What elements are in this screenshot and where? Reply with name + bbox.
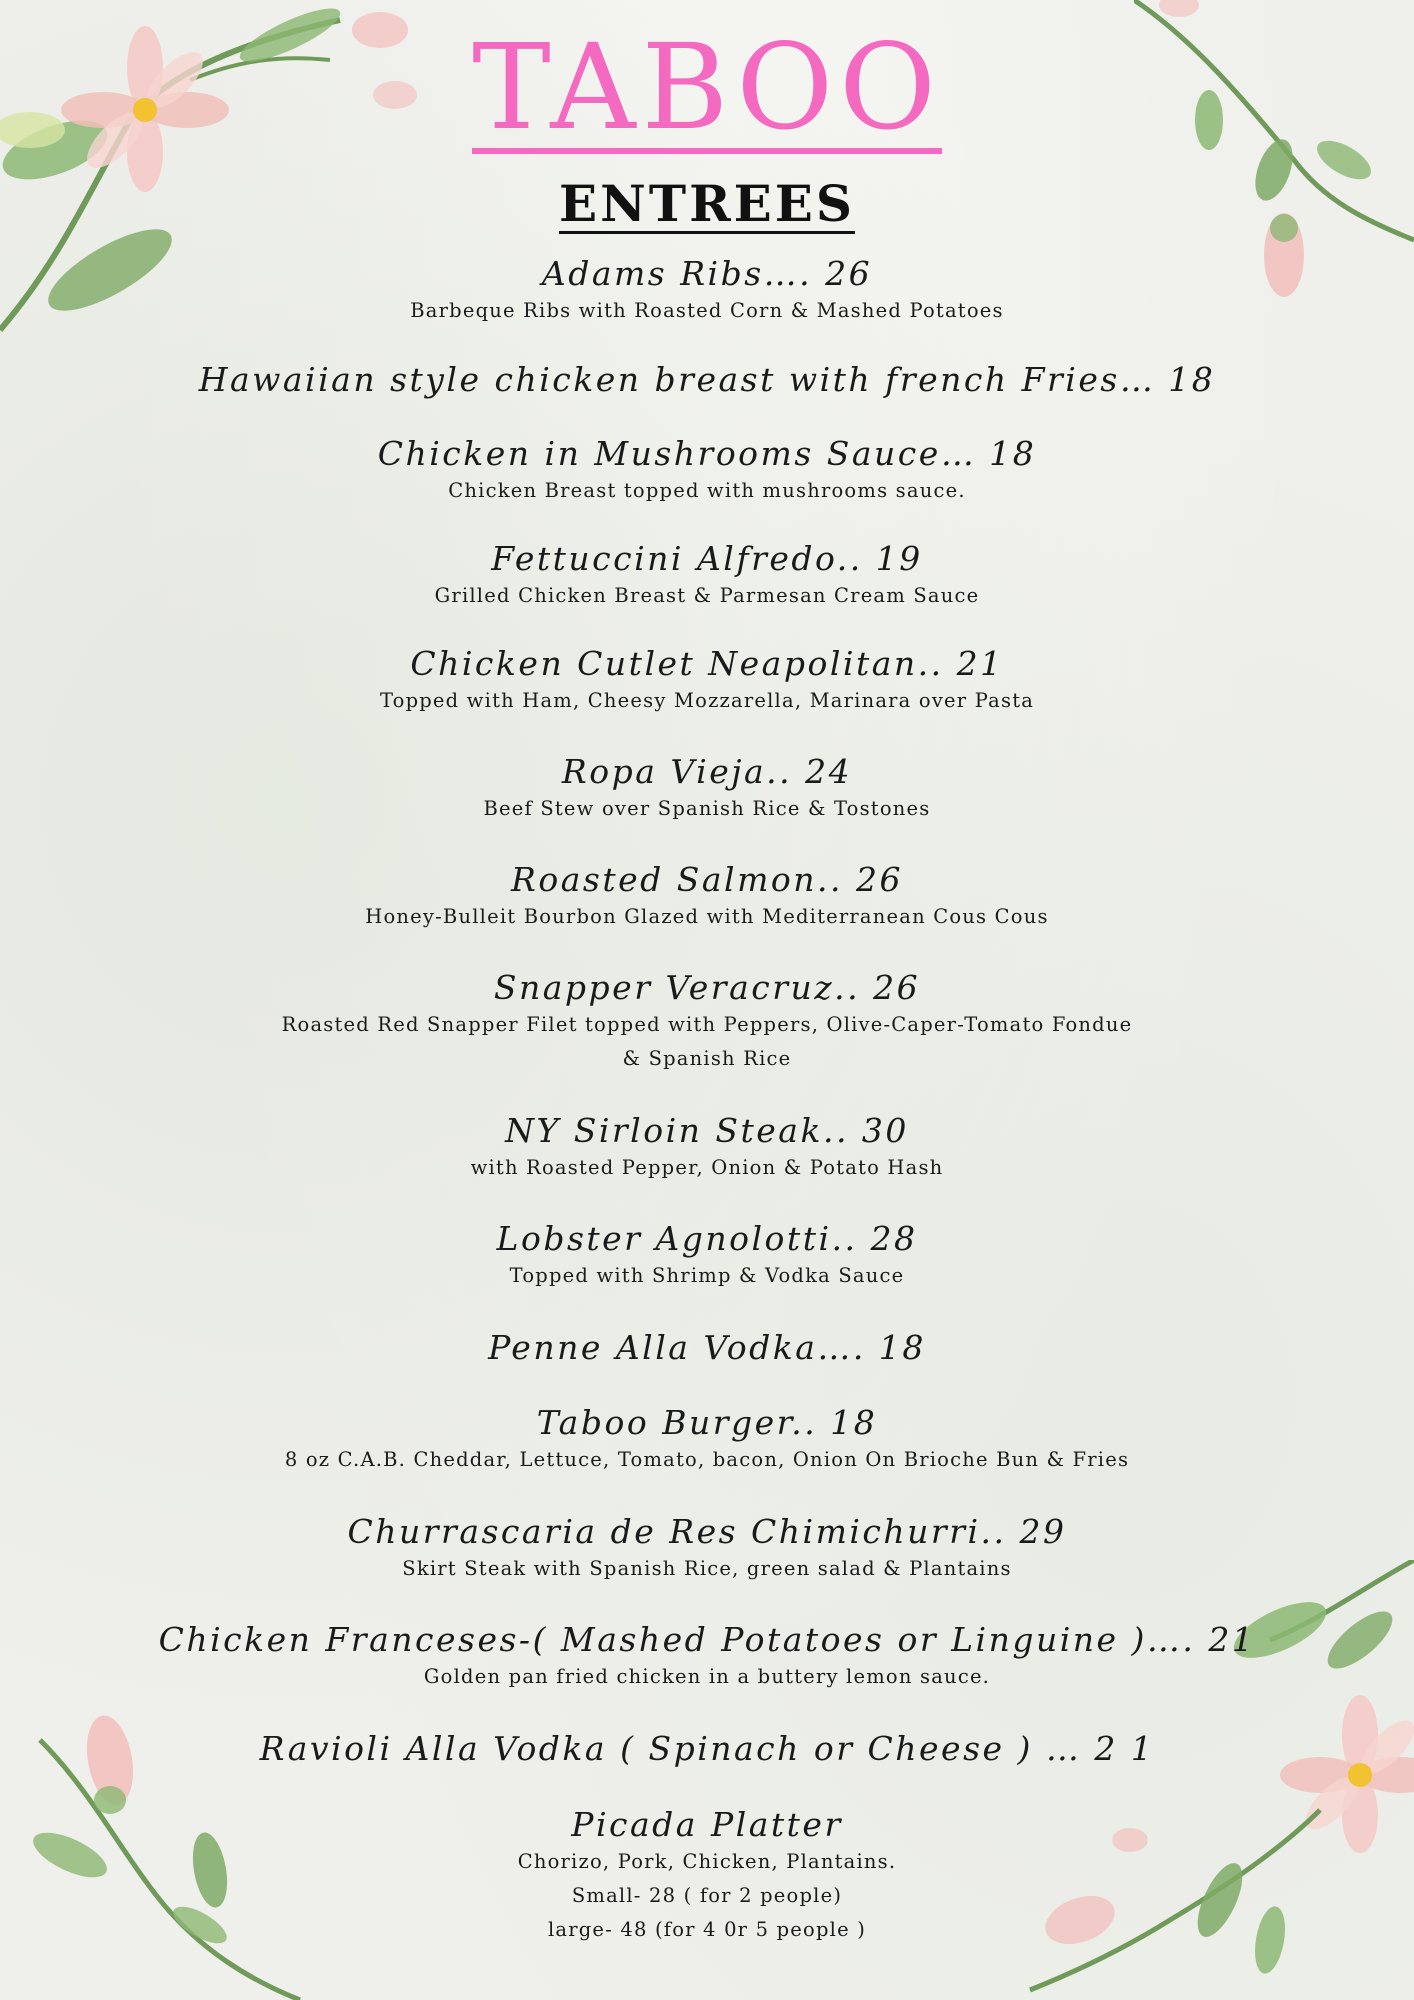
item-description: & Spanish Rice	[622, 1047, 792, 1070]
item-name: Roasted Salmon.. 26	[511, 860, 903, 899]
menu-item	[0, 752, 1414, 826]
item-description: Chicken Breast topped with mushrooms sauce.	[448, 479, 966, 502]
item-name: Taboo Burger.. 18	[536, 1403, 878, 1442]
item-description: Chorizo, Pork, Chicken, Plantains.	[517, 1850, 897, 1873]
item-name: NY Sirloin Steak.. 30	[505, 1111, 909, 1150]
menu-item	[0, 1729, 1414, 1769]
item-name: Ravioli Alla Vodka ( Spinach or Cheese ) … 2 1	[259, 1729, 1155, 1768]
restaurant-title	[0, 18, 1414, 156]
menu-item	[0, 360, 1414, 400]
menu-item	[0, 1805, 1414, 1947]
item-description: Honey-Bulleit Bourbon Glazed with Mediterranean Cous Cous	[365, 905, 1049, 928]
menu-item	[0, 539, 1414, 613]
menu-item	[0, 1512, 1414, 1586]
menu-item	[0, 644, 1414, 718]
section-heading	[0, 174, 1414, 234]
restaurant-name: TABOO	[472, 18, 942, 156]
item-name: Chicken Franceses-( Mashed Potatoes or Linguine )…. 21	[158, 1620, 1256, 1659]
item-description: Skirt Steak with Spanish Rice, green salad & Plantains	[402, 1557, 1012, 1580]
item-description: Topped with Ham, Cheesy Mozzarella, Marinara over Pasta	[379, 689, 1035, 712]
item-name: Chicken in Mushrooms Sauce… 18	[377, 434, 1037, 473]
item-description: Beef Stew over Spanish Rice & Tostones	[483, 797, 931, 820]
menu-item	[0, 1111, 1414, 1185]
item-description: with Roasted Pepper, Onion & Potato Hash	[470, 1156, 944, 1179]
item-description: Golden pan fried chicken in a buttery lemon sauce.	[423, 1665, 991, 1688]
item-name: Churrascaria de Res Chimichurri.. 29	[347, 1512, 1067, 1551]
menu-item	[0, 1620, 1414, 1694]
item-name: Chicken Cutlet Neapolitan.. 21	[410, 644, 1004, 683]
item-description: Barbeque Ribs with Roasted Corn & Mashed Potatoes	[410, 299, 1004, 322]
item-description: Grilled Chicken Breast & Parmesan Cream Sauce	[434, 584, 980, 607]
item-name: Lobster Agnolotti.. 28	[496, 1219, 918, 1258]
item-name: Picada Platter	[571, 1805, 843, 1844]
item-description: Roasted Red Snapper Filet topped with Peppers, Olive-Caper-Tomato Fondue	[281, 1013, 1133, 1036]
item-name: Snapper Veracruz.. 26	[493, 968, 921, 1007]
item-description: large- 48 (for 4 0r 5 people )	[547, 1918, 867, 1941]
item-name: Adams Ribs…. 26	[541, 254, 873, 293]
menu-item	[0, 1219, 1414, 1293]
section-title: ENTREES	[559, 174, 855, 233]
item-description: Small- 28 ( for 2 people)	[571, 1884, 843, 1907]
menu-item	[0, 860, 1414, 934]
menu-item	[0, 434, 1414, 508]
menu-item	[0, 1328, 1414, 1368]
item-description: Topped with Shrimp & Vodka Sauce	[509, 1264, 905, 1287]
item-name: Hawaiian style chicken breast with french Fries… 18	[198, 360, 1216, 399]
item-description: 8 oz C.A.B. Cheddar, Lettuce, Tomato, bacon, Onion On Brioche Bun & Fries	[284, 1448, 1130, 1471]
item-name: Fettuccini Alfredo.. 19	[491, 539, 923, 578]
menu-item	[0, 968, 1414, 1076]
item-name: Penne Alla Vodka…. 18	[488, 1328, 926, 1367]
item-name: Ropa Vieja.. 24	[561, 752, 853, 791]
menu-item	[0, 1403, 1414, 1477]
menu-item	[0, 254, 1414, 328]
